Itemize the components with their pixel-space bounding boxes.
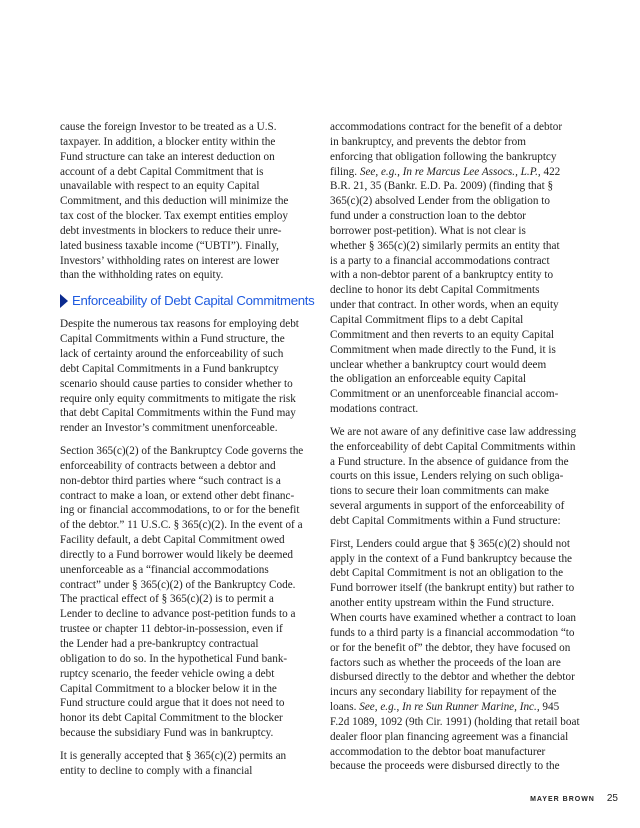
text-line: the enforceability of debt Capital Commitments within (330, 440, 576, 453)
text-line: B.R. 21, 35 (Bankr. E.D. Pa. 2009) (finding that § (330, 180, 554, 193)
text-line: incurs any secondary liability for repayment of the (330, 686, 557, 699)
text-line: several arguments in support of the enforceability of (330, 500, 565, 513)
text-line: Commitment or an unenforceable financial accom- (330, 388, 559, 401)
text-line: trustee or chapter 11 debtor-in-possession, even if (60, 623, 283, 636)
text-line: cause the foreign Investor to be treated as a U.S. (60, 121, 277, 133)
text-line: dealer floor plan financing agreement was a financial (330, 730, 569, 743)
page-number: 25 (606, 793, 618, 804)
text-line: disbursed directly to the debtor and whether the debtor (330, 671, 575, 684)
paragraph (330, 120, 586, 417)
text-line: require only equity commitments to mitigate the risk (60, 392, 296, 405)
text-line: The practical effect of § 365(c)(2) is to permit a (60, 593, 274, 606)
text-line: debt Capital Commitments in a Fund bankruptcy (60, 362, 279, 375)
text-line: enforceability of contracts between a debtor and (60, 459, 276, 472)
paragraph (330, 537, 586, 775)
text-line: entity to decline to comply with a financial (60, 764, 253, 777)
text-line: borrower post-petition). What is not clear is (330, 224, 526, 237)
text-line: accommodation to the debtor boat manufacturer (330, 745, 546, 758)
footer (530, 793, 618, 804)
text-line: that debt Capital Commitments within the Fund may (60, 407, 296, 420)
text-line: Fund borrower itself (the bankrupt entity) but rather to (330, 582, 575, 595)
text-line: decline to honor its debt Capital Commitments (330, 284, 540, 297)
text-line: It is generally accepted that § 365(c)(2) permits an (60, 749, 287, 762)
text-line: or for the benefit of” the debtor, they have focused on (330, 641, 571, 654)
text-line (330, 165, 586, 180)
text-line: unclear whether a bankruptcy court would deem (330, 358, 547, 371)
text-line (330, 700, 586, 715)
text-line: taxpayer. In addition, a blocker entity within the (60, 135, 276, 148)
text-line: courts on this issue, Lenders relying on such obliga- (330, 470, 564, 483)
text-line: modations contract. (330, 403, 419, 416)
case-citation: See, e.g., In re Marcus Lee Assocs., L.P., (359, 165, 541, 178)
text-line: tax cost of the blocker. Tax exempt entities employ (60, 210, 288, 223)
text-line: of the debtor.” 11 U.S.C. § 365(c)(2). In the event of a (60, 519, 303, 532)
text-line: tions to secure their loan commitments can make (330, 485, 550, 498)
text-line: apply in the context of a Fund bankruptcy because the (330, 552, 573, 565)
text-line: the obligation an enforceable equity Capital (330, 373, 527, 386)
text-line: Facility default, a debt Capital Commitment owed (60, 534, 285, 547)
left-column (60, 120, 318, 787)
text-line: because the proceeds were disbursed directly to the (330, 760, 560, 773)
text-line: We are not aware of any definitive case law addressing (330, 425, 577, 438)
text-line: scenario should cause parties to consider whether to (60, 377, 293, 390)
text-line: enforcing that obligation following the bankruptcy (330, 150, 557, 163)
text-line: accommodations contract for the benefit of a debtor (330, 121, 563, 133)
text-line: Investors’ withholding rates on interest are lower (60, 254, 280, 267)
text-line: ing or financial accommodations, to or for the benefit (60, 504, 300, 517)
text-line: debt Capital Commitments within a Fund structure: (330, 514, 561, 527)
paragraph (60, 444, 318, 741)
text-line: funds to a third party is a financial accommodation “to (330, 626, 575, 639)
text-line: 365(c)(2) absolved Lender from the obligation to (330, 195, 550, 208)
text-line: First, Lenders could argue that § 365(c)(2) should not (330, 537, 570, 550)
text-segment: loans. (330, 701, 360, 714)
text-line: Fund structure can take an interest deduction on (60, 150, 275, 163)
text-line: debt investments in blockers to reduce their unre- (60, 224, 282, 237)
text-line: Commitment and then reverts to an equity Capital (330, 328, 555, 341)
text-line: factors such as whether the proceeds of the loan are (330, 656, 561, 669)
text-line: under that contract. In other words, when an equity (330, 299, 559, 312)
text-line: Capital Commitment flips to a debt Capital (330, 313, 524, 326)
text-line: obligation to do so. In the hypothetical Fund bank- (60, 652, 288, 665)
text-line: contract to make a loan, or extend other debt financ- (60, 489, 295, 502)
text-line: in bankruptcy, and prevents the debtor from (330, 135, 526, 148)
triangle-marker-icon (60, 294, 68, 308)
text-line: Despite the numerous tax reasons for employing debt (60, 318, 299, 331)
text-line: the Lender had a pre-bankruptcy contractual (60, 638, 259, 650)
text-line: Section 365(c)(2) of the Bankruptcy Code governs the (60, 445, 304, 458)
paragraph (60, 120, 318, 283)
text-line: whether § 365(c)(2) similarly permits an entity that (330, 239, 560, 252)
text-line: fund under a construction loan to the debtor (330, 210, 527, 223)
paragraph (60, 317, 318, 436)
text-segment: 945 (539, 701, 560, 714)
text-line: When courts have examined whether a contract to loan (330, 612, 577, 624)
text-line: lated business taxable income (“UBTI”). Finally, (60, 239, 279, 252)
text-line: account of a debt Capital Commitment that is (60, 165, 264, 178)
text-segment: filing. (330, 165, 360, 178)
text-line: Capital Commitments within a Fund structure, the (60, 333, 285, 346)
text-line: lack of certainty around the enforceability of such (60, 347, 284, 360)
text-line: directly to a Fund borrower would likely be deemed (60, 548, 294, 561)
text-line: is a party to a financial accommodations contract (330, 254, 550, 267)
text-line: than the withholding rates on equity. (60, 269, 224, 282)
text-line: Fund structure could argue that it does not need to (60, 697, 285, 710)
right-column (330, 120, 586, 782)
text-line: Capital Commitment to a blocker below it in the (60, 682, 277, 695)
text-line: unavailable with respect to an equity Capital (60, 180, 260, 193)
text-line: Commitment, and this deduction will minimize the (60, 195, 289, 208)
paragraph (60, 749, 318, 779)
text-line: because the subsidiary Fund was in bankruptcy. (60, 727, 274, 740)
text-line: render an Investor’s commitment unenforceable. (60, 422, 278, 435)
section-heading-text: Enforceability of Debt Capital Commitments (72, 293, 315, 309)
text-line: another entity upstream within the Fund structure. (330, 597, 555, 610)
text-line: F.2d 1089, 1092 (9th Cir. 1991) (holding that retail boat (330, 715, 580, 728)
text-line: debt Capital Commitment is not an obligation to the (330, 567, 564, 580)
case-citation: See, e.g., In re Sun Runner Marine, Inc., (359, 701, 540, 714)
text-line: unenforceable as a “financial accommodations (60, 563, 269, 576)
text-segment: 422 (540, 165, 561, 178)
section-heading (60, 291, 318, 311)
text-line: Commitment when made directly to the Fund, it is (330, 343, 556, 356)
text-line: a Fund structure. In the absence of guidance from the (330, 455, 569, 468)
text-line: ruptcy scenario, the feeder vehicle owing a debt (60, 667, 275, 680)
text-line: non-debtor third parties where “such contract is a (60, 474, 281, 487)
text-line: Lender to decline to advance post-petition funds to a (60, 608, 296, 621)
text-line: contract” under § 365(c)(2) of the Bankruptcy Code. (60, 578, 296, 591)
paragraph (330, 425, 586, 529)
text-line: with a non-debtor parent of a bankruptcy entity to (330, 269, 554, 282)
footer-brand: MAYER BROWN (530, 796, 595, 803)
text-line: honor its debt Capital Commitment to the blocker (60, 712, 283, 725)
